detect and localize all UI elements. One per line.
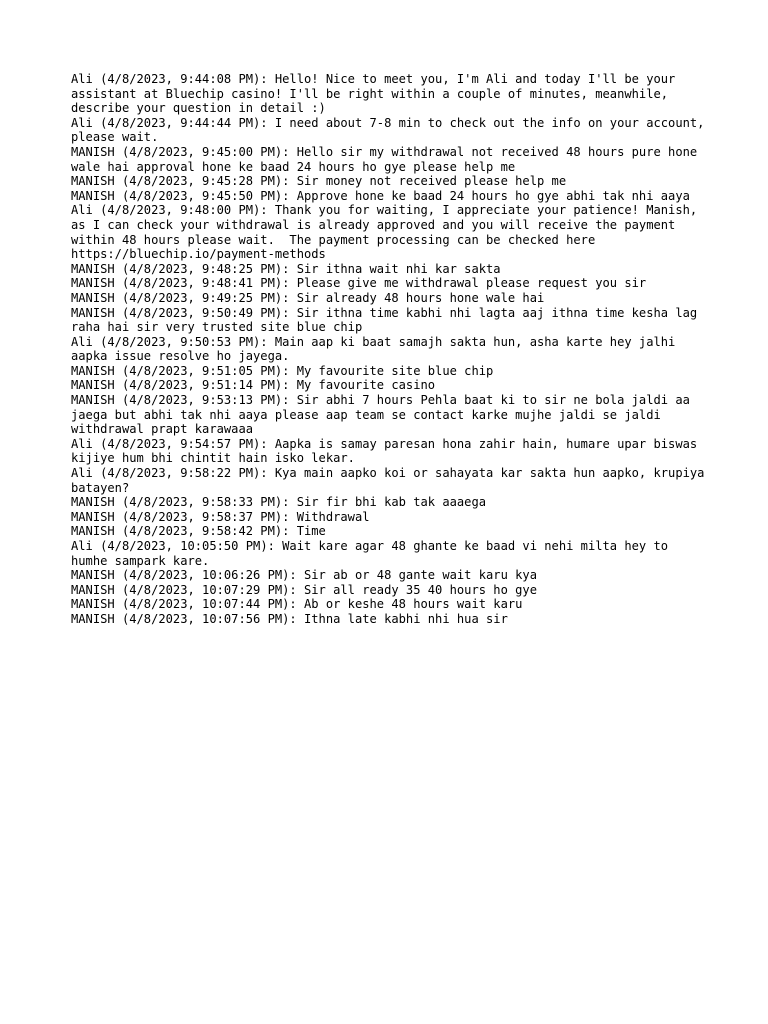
message-author: MANISH [71, 363, 115, 378]
message-text: Ithna late kabhi nhi hua sir [304, 611, 508, 626]
message-text: Kya main aapko koi or sahayata kar sakta hun aapko, krupiya batayen? [71, 466, 712, 495]
message-author: MANISH [71, 509, 115, 524]
chat-message: MANISH (4/8/2023, 9:49:25 PM): Sir already 48 hours hone wale hai [71, 290, 545, 305]
message-text: Main aap ki baat samajh sakta hun, asha karte hey jalhi aapka issue resolve ho jayega. [71, 334, 683, 364]
message-author: Ali [71, 539, 93, 553]
chat-message: MANISH (4/8/2023, 9:53:13 PM): Sir abhi 7 hours Pehla baat ki to sir ne bola jaldi aa jaega but abhi tak nhi aaya please aap team se contact karke mujhe jaldi se jaldi withdrawal prapt karawaaa [71, 393, 698, 437]
message-author: MANISH [71, 378, 115, 393]
message-timestamp: 4/8/2023, 9:44:08 PM [107, 72, 254, 86]
chat-message: Ali (4/8/2023, 9:48:00 PM): Thank you for waiting, I appreciate your patience! Manish, as I can check your withdrawal is already approved and you will receive the payment within 48 hours please wait. The payment processing can be checked here https://bluechip.io/payment-methods [71, 203, 705, 262]
message-author: MANISH [71, 524, 115, 539]
message-author: MANISH [71, 261, 115, 276]
message-text: Sir money not received please help me [296, 174, 567, 189]
chat-transcript [71, 72, 711, 627]
message-text: Sir ithna wait nhi kar sakta [296, 261, 501, 276]
message-timestamp: 4/8/2023, 9:48:25 PM [129, 261, 275, 276]
message-timestamp: 4/8/2023, 9:45:50 PM [129, 188, 275, 203]
message-author: Ali [71, 466, 93, 481]
message-timestamp: 4/8/2023, 9:45:00 PM [129, 144, 275, 159]
chat-message: MANISH (4/8/2023, 9:58:33 PM): Sir fir bhi kab tak aaaega [71, 495, 487, 510]
message-text: Please give me withdrawal please request you sir [296, 276, 647, 291]
message-author: MANISH [71, 568, 115, 583]
message-timestamp: 4/8/2023, 9:58:37 PM [129, 509, 275, 524]
message-text: Sir fir bhi kab tak aaaega [296, 495, 487, 510]
message-timestamp: 4/8/2023, 10:05:50 PM [107, 539, 261, 553]
message-timestamp: 4/8/2023, 9:51:05 PM [129, 363, 275, 378]
message-timestamp: 4/8/2023, 9:58:22 PM [107, 466, 254, 481]
chat-message: MANISH (4/8/2023, 9:51:14 PM): My favourite casino [71, 378, 436, 393]
message-timestamp: 4/8/2023, 9:48:41 PM [129, 276, 275, 291]
message-text: Aapka is samay paresan hona zahir hain, humare upar biswas kijiye hum bhi chintit hain isko lekar. [71, 436, 705, 466]
message-text: Sir ithna time kabhi nhi lagta aaj ithna time kesha lag raha hai sir very trusted site blue chip [71, 305, 705, 335]
chat-message: MANISH (4/8/2023, 10:07:44 PM): Ab or keshe 48 hours wait karu [71, 597, 523, 612]
message-author: Ali [71, 203, 93, 218]
chat-message: MANISH (4/8/2023, 9:58:37 PM): Withdrawal [71, 509, 370, 524]
chat-message: MANISH (4/8/2023, 10:07:29 PM): Sir all ready 35 40 hours ho gye [71, 582, 537, 597]
message-author: MANISH [71, 188, 115, 203]
chat-message: Ali (4/8/2023, 9:54:57 PM): Aapka is samay paresan hona zahir hain, humare upar biswas kijiye hum bhi chintit hain isko lekar. [71, 436, 705, 466]
message-text: Ab or keshe 48 hours wait karu [304, 597, 523, 612]
message-text: Time [296, 524, 326, 539]
message-author: MANISH [71, 276, 115, 291]
message-text: Sir already 48 hours hone wale hai [296, 290, 545, 305]
message-author: Ali [71, 436, 93, 451]
message-timestamp: 4/8/2023, 9:48:00 PM [107, 203, 254, 218]
chat-message: MANISH (4/8/2023, 9:48:25 PM): Sir ithna wait nhi kar sakta [71, 261, 501, 276]
message-text: Sir ab or 48 gante wait karu kya [304, 568, 537, 583]
message-text: Sir abhi 7 hours Pehla baat ki to sir ne bola jaldi aa jaega but abhi tak nhi aaya please aap team se contact karke mujhe jaldi se jaldi withdrawal prapt karawaaa [71, 393, 698, 437]
message-timestamp: 4/8/2023, 9:50:49 PM [129, 305, 275, 320]
message-text: Wait kare agar 48 ghante ke baad vi nehi milta hey to humhe sampark kare. [71, 539, 676, 568]
message-text: My favourite site blue chip [296, 363, 494, 378]
message-author: MANISH [71, 582, 115, 597]
message-timestamp: 4/8/2023, 9:49:25 PM [129, 290, 275, 305]
chat-message: MANISH (4/8/2023, 10:07:56 PM): Ithna late kabhi nhi hua sir [71, 611, 508, 626]
message-author: MANISH [71, 611, 115, 626]
message-timestamp: 4/8/2023, 9:54:57 PM [107, 436, 254, 451]
chat-message: MANISH (4/8/2023, 9:51:05 PM): My favourite site blue chip [71, 363, 494, 378]
message-timestamp: 4/8/2023, 9:50:53 PM [107, 334, 254, 349]
message-text: Hello! Nice to meet you, I'm Ali and today I'll be your assistant at Bluechip casino! I'll be right within a couple of minutes, meanwhile, describe your question in detail :) [71, 72, 683, 116]
message-author: MANISH [71, 495, 115, 510]
message-timestamp: 4/8/2023, 10:07:44 PM [129, 597, 283, 612]
message-timestamp: 4/8/2023, 10:07:29 PM [129, 582, 283, 597]
chat-message: MANISH (4/8/2023, 9:58:42 PM): Time [71, 524, 326, 539]
message-timestamp: 4/8/2023, 9:44:44 PM [107, 115, 254, 130]
message-timestamp: 4/8/2023, 9:53:13 PM [129, 393, 275, 408]
message-text: My favourite casino [296, 378, 436, 393]
message-timestamp: 4/8/2023, 9:51:14 PM [129, 378, 275, 393]
chat-message: MANISH (4/8/2023, 9:50:49 PM): Sir ithna time kabhi nhi lagta aaj ithna time kesha lag raha hai sir very trusted site blue chip [71, 305, 705, 335]
message-author: Ali [71, 72, 93, 86]
chat-message: Ali (4/8/2023, 9:44:44 PM): I need about 7-8 min to check out the info on your account, please wait. [71, 115, 712, 145]
message-author: MANISH [71, 305, 115, 320]
chat-message: MANISH (4/8/2023, 9:45:00 PM): Hello sir my withdrawal not received 48 hours pure hone wale hai approval hone ke baad 24 hours ho gye please help me [71, 144, 705, 174]
message-timestamp: 4/8/2023, 9:45:28 PM [129, 174, 275, 189]
message-timestamp: 4/8/2023, 10:06:26 PM [129, 568, 283, 583]
message-author: MANISH [71, 597, 115, 612]
chat-message: Ali (4/8/2023, 10:05:50 PM): Wait kare agar 48 ghante ke baad vi nehi milta hey to humhe sampark kare. [71, 539, 676, 568]
message-text: Approve hone ke baad 24 hours ho gye abhi tak nhi aaya [296, 188, 690, 203]
message-author: MANISH [71, 393, 115, 408]
chat-message: MANISH (4/8/2023, 9:48:41 PM): Please give me withdrawal please request you sir [71, 276, 647, 291]
chat-message: MANISH (4/8/2023, 9:45:28 PM): Sir money not received please help me [71, 174, 567, 189]
message-text: Hello sir my withdrawal not received 48 hours pure hone wale hai approval hone ke baad 24 hours ho gye please help me [71, 144, 705, 174]
message-author: MANISH [71, 174, 115, 189]
message-author: Ali [71, 115, 93, 130]
message-author: MANISH [71, 144, 115, 159]
chat-message: MANISH (4/8/2023, 9:45:50 PM): Approve hone ke baad 24 hours ho gye abhi tak nhi aaya [71, 188, 690, 203]
chat-message: Ali (4/8/2023, 9:58:22 PM): Kya main aapko koi or sahayata kar sakta hun aapko, krupiya batayen? [71, 466, 712, 495]
chat-message: MANISH (4/8/2023, 10:06:26 PM): Sir ab or 48 gante wait karu kya [71, 568, 537, 583]
message-timestamp: 4/8/2023, 9:58:42 PM [129, 524, 275, 539]
message-timestamp: 4/8/2023, 9:58:33 PM [129, 495, 275, 510]
message-author: MANISH [71, 290, 115, 305]
message-text: Thank you for waiting, I appreciate your patience! Manish, as I can check your withdrawal is already approved and you will receive the payment within 48 hours please wait. The payment processing can be checked here https://bluechip.io/payment-methods [71, 203, 705, 262]
message-timestamp: 4/8/2023, 10:07:56 PM [129, 611, 283, 626]
message-text: I need about 7-8 min to check out the info on your account, please wait. [71, 115, 712, 145]
chat-message: Ali (4/8/2023, 9:44:08 PM): Hello! Nice to meet you, I'm Ali and today I'll be your assistant at Bluechip casino! I'll be right within a couple of minutes, meanwhile, describe your question in detail :) [71, 72, 683, 116]
chat-message: Ali (4/8/2023, 9:50:53 PM): Main aap ki baat samajh sakta hun, asha karte hey jalhi aapka issue resolve ho jayega. [71, 334, 683, 364]
message-author: Ali [71, 334, 93, 349]
message-text: Sir all ready 35 40 hours ho gye [304, 582, 537, 597]
message-text: Withdrawal [296, 509, 370, 524]
